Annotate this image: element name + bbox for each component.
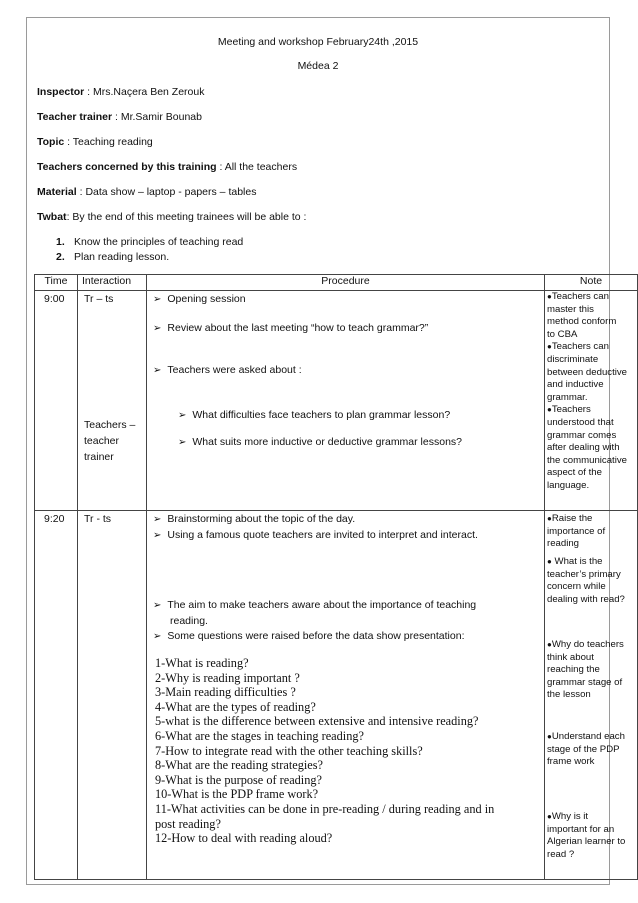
procedure-step: ➢ Review about the last meeting “how to teach grammar?” — [153, 322, 429, 334]
note-text: important for an — [547, 823, 615, 835]
procedure-step-continued: reading. — [170, 615, 208, 627]
note-cell — [545, 291, 638, 511]
note-group — [547, 639, 624, 702]
bullet-icon: ● — [547, 292, 552, 301]
note-line: grammar comes — [547, 429, 617, 441]
question-line: 1-What is reading? — [155, 656, 249, 670]
note-line: to CBA — [547, 328, 578, 340]
arrow-bullet-icon: ➢ — [153, 600, 162, 611]
note-group — [547, 556, 625, 606]
note-text: teacher’s primary — [547, 568, 621, 580]
interaction-value: Tr - ts — [84, 513, 112, 525]
note-line — [547, 581, 625, 594]
note-line — [547, 569, 625, 582]
note-line: discriminate — [547, 353, 599, 365]
bullet-icon: ● — [547, 640, 552, 649]
note-text: importance of — [547, 525, 606, 537]
note-line: grammar. — [547, 391, 588, 403]
objective-text: Know the principles of teaching read — [74, 236, 244, 248]
bullet-icon: ● — [547, 732, 552, 741]
note-line: aspect of the — [547, 467, 602, 479]
topic-line — [37, 136, 153, 148]
procedure-substep: ➢ What difficulties face teachers to plan grammar lesson? — [178, 409, 451, 421]
note-line — [547, 538, 605, 551]
note-line — [547, 513, 605, 526]
procedure-cell — [147, 291, 545, 511]
twbat-line — [37, 211, 306, 223]
note-line — [547, 756, 625, 769]
meeting-title: Meeting and workshop February24th ,2015 — [217, 36, 419, 48]
question-line: 8-What are the reading strategies? — [155, 758, 323, 773]
note-line: master this — [547, 303, 594, 315]
trainer-label: Teacher trainer — [37, 111, 113, 123]
table-row — [35, 291, 638, 511]
note-line — [547, 664, 624, 677]
note-line: the communicative — [547, 454, 627, 466]
objective-number: 1. — [56, 236, 65, 248]
arrow-bullet-icon: ➢ — [178, 437, 187, 448]
note-text: Raise the — [551, 513, 593, 524]
question-line: 7-How to integrate read with the other teaching skills? — [155, 743, 423, 758]
note-text: frame work — [547, 756, 595, 768]
note-text: Why is it — [551, 811, 589, 822]
note-text: Understand each — [551, 731, 625, 742]
bullet-icon: ● — [547, 557, 552, 566]
note-line — [547, 341, 637, 354]
interaction-value: Tr – ts — [84, 293, 114, 305]
note-line — [547, 652, 624, 665]
note-text: reading — [547, 538, 580, 550]
bullet-icon: ● — [547, 405, 552, 415]
note-text: concern while — [547, 581, 606, 593]
procedure-step: ➢ Brainstorming about the topic of the day. — [153, 513, 356, 525]
note-group — [547, 513, 605, 551]
procedure-step: ➢ Some questions were raised before the data show presentation: — [153, 630, 465, 642]
arrow-bullet-icon: ➢ — [153, 514, 162, 525]
note-text: What is the — [551, 556, 603, 567]
table-header-row — [35, 275, 638, 291]
note-text: stage of the PDP — [547, 743, 620, 755]
topic-value: : Teaching reading — [64, 136, 153, 148]
inspector-label: Inspector — [37, 86, 85, 98]
twbat-value: : By the end of this meeting trainees will be able to : — [66, 211, 307, 223]
question-line: 6-What are the stages in teaching reading? — [155, 729, 364, 743]
note-line — [547, 731, 625, 744]
note-line — [547, 689, 624, 702]
concerned-line — [37, 161, 297, 173]
question-line: 2-Why is reading important ? — [155, 670, 300, 685]
procedure-step: ➢ Using a famous quote teachers are invited to interpret and interact. — [153, 529, 478, 541]
inspector-line — [37, 86, 204, 98]
note-text: Why do teachers — [551, 639, 624, 650]
note-line: between deductive — [547, 366, 628, 378]
note-text: Teachers — [551, 404, 591, 416]
procedure-cell — [147, 511, 545, 880]
note-line: after dealing with — [547, 442, 620, 454]
bullet-icon: ● — [547, 812, 552, 821]
note-line — [547, 404, 637, 417]
note-line: understood that — [547, 416, 614, 428]
procedure-step: ➢ The aim to make teachers aware about the importance of teaching — [153, 599, 477, 611]
objective-text: Plan reading lesson. — [74, 251, 170, 263]
note-group — [547, 811, 625, 861]
question-line: 3-Main reading difficulties ? — [155, 685, 296, 700]
concerned-value: : All the teachers — [216, 161, 298, 173]
time-value: 9:20 — [44, 513, 65, 525]
note-text: the lesson — [547, 689, 591, 701]
interaction-value: Teachers – — [84, 419, 136, 431]
arrow-bullet-icon: ➢ — [153, 323, 162, 334]
twbat-label: Twbat — [37, 211, 67, 223]
note-text: think about — [547, 651, 594, 663]
arrow-bullet-icon: ➢ — [153, 530, 162, 541]
interaction-cell — [78, 291, 147, 511]
time-cell — [35, 291, 78, 511]
trainer-line — [37, 111, 202, 123]
trainer-value: : Mr.Samir Bounab — [112, 111, 202, 123]
arrow-bullet-icon: ➢ — [153, 631, 162, 642]
header-interaction: Interaction — [78, 275, 147, 291]
header-time: Time — [35, 275, 78, 291]
note-text: Teachers can — [551, 291, 609, 302]
table-row — [35, 511, 638, 880]
procedure-step: ➢ Teachers were asked about : — [153, 364, 302, 376]
arrow-bullet-icon: ➢ — [153, 365, 162, 376]
material-label: Material — [37, 186, 77, 198]
objective-item — [56, 236, 243, 248]
note-line — [547, 526, 605, 539]
objective-number: 2. — [56, 251, 65, 263]
question-line: 10-What is the PDP frame work? — [155, 787, 319, 802]
note-group — [547, 731, 625, 769]
note-line — [547, 291, 637, 304]
procedure-step: ➢ Opening session — [153, 293, 246, 305]
header-note: Note — [545, 275, 638, 291]
inspector-value: : Mrs.Naçera Ben Zerouk — [84, 86, 205, 98]
question-line: post reading? — [155, 816, 221, 831]
note-text: dealing with read? — [547, 593, 625, 605]
note-line — [547, 811, 625, 824]
note-text: grammar stage of — [547, 676, 623, 688]
bullet-icon: ● — [547, 514, 552, 523]
procedure-table — [34, 274, 638, 880]
concerned-label: Teachers concerned by this training — [37, 161, 217, 173]
note-line — [547, 836, 625, 849]
note-line: method conform — [547, 316, 617, 328]
note-text: Algerian learner to — [547, 836, 626, 848]
question-line: 9-What is the purpose of reading? — [155, 772, 322, 787]
arrow-bullet-icon: ➢ — [153, 294, 162, 305]
material-value: : Data show – laptop - papers – tables — [76, 186, 257, 198]
note-text: reaching the — [547, 664, 600, 676]
interaction-cell — [78, 511, 147, 880]
meeting-place: Médea 2 — [297, 60, 339, 72]
interaction-value: teacher — [84, 435, 120, 447]
material-line — [37, 186, 256, 198]
note-line — [547, 849, 625, 862]
question-line: 12-How to deal with reading aloud? — [155, 831, 333, 846]
header-procedure: Procedure — [147, 275, 545, 291]
question-line: 11-What activities can be done in pre-reading / during reading and in — [155, 802, 495, 816]
question-line: 4-What are the types of reading? — [155, 699, 316, 714]
note-line — [547, 824, 625, 837]
note-cell — [545, 511, 638, 880]
note-line — [547, 639, 624, 652]
time-value: 9:00 — [44, 293, 65, 305]
bullet-icon: ● — [547, 342, 552, 352]
arrow-bullet-icon: ➢ — [178, 410, 187, 421]
time-cell — [35, 511, 78, 880]
note-line — [547, 677, 624, 690]
procedure-substep: ➢ What suits more inductive or deductive grammar lessons? — [178, 436, 463, 448]
interaction-value: trainer — [84, 451, 114, 463]
note-line: language. — [547, 479, 590, 491]
note-text: Teachers can — [551, 341, 609, 353]
topic-label: Topic — [37, 136, 65, 148]
note-text: read ? — [547, 848, 575, 860]
note-line: and inductive — [547, 379, 604, 391]
question-line: 5-what is the difference between extensive and intensive reading? — [155, 714, 479, 729]
note-line — [547, 744, 625, 757]
objective-item — [56, 251, 169, 263]
note-line — [547, 556, 625, 569]
note-line — [547, 594, 625, 607]
